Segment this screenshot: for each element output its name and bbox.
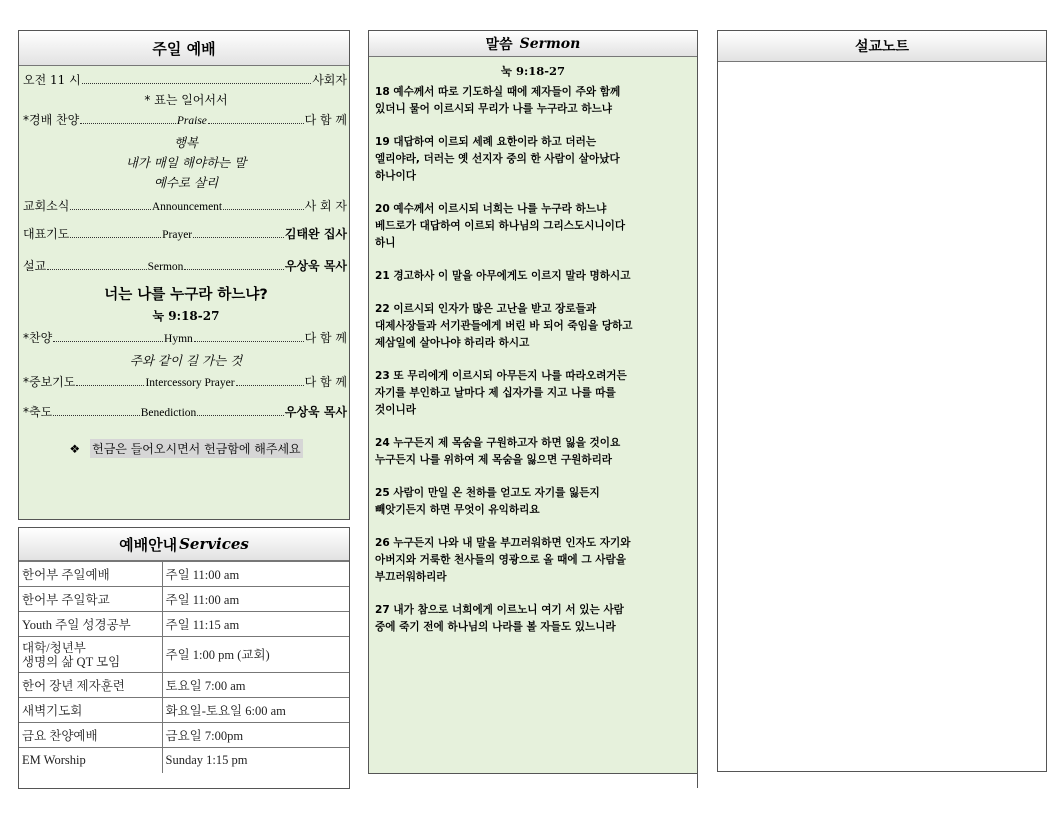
verse-line: 제삼일에 살아나야 하리라 하시고 [375,337,530,349]
benediction-label: *축도 [23,405,53,419]
order-row-intercession [23,373,349,403]
service-time: 화요일-토요일 6:00 am [162,698,349,723]
order-row-announcement [23,197,349,225]
intercession-english: Intercessory Prayer [145,377,235,389]
order-row-praise [23,111,349,133]
scripture-passage [369,57,697,636]
service-name-line: 대학/청년부 [22,640,86,655]
song-title: 내가 매일 해야하는 말 [125,155,247,170]
services-title [19,528,349,561]
order-row-time [23,71,349,91]
praise-label: *경배 찬양 [23,113,80,127]
sermon-label: 설교 [23,259,47,273]
service-name: 새벽기도회 [19,698,162,723]
service-time: 주일 11:15 am [162,612,349,637]
verse-line: 아버지와 거룩한 천사들의 영광으로 올 때에 그 사람을 [375,554,626,566]
scripture-verse [375,201,691,252]
sermon-reference: 눅 9:18-27 [152,309,220,323]
sermon-panel [368,30,698,774]
verse-line: 것이니라 [375,404,416,416]
divider-tick [697,774,698,788]
service-time: 오전 11 시 [23,73,81,87]
verse-line: 18 예수께서 따로 기도하실 때에 제자들이 주와 함께 [375,86,621,98]
scripture-verse [375,535,691,586]
announcement-english: Announcement [151,201,223,213]
song-title: 예수로 살리 [153,175,219,190]
services-table [19,561,349,773]
song-title: 행복 [173,135,199,150]
table-row [19,748,349,773]
hymn-leader: 다 함 께 [304,331,347,345]
table-row [19,698,349,723]
benediction-pastor: 우상욱 목사 [284,405,347,419]
prayer-label: 대표기도 [23,227,70,241]
service-name: 한어부 주일학교 [19,587,162,612]
verse-line: 부끄러워하리라 [375,571,447,583]
verse-line: 23 또 무리에게 이르시되 아무든지 나를 따라오려거든 [375,370,627,382]
verse-line: 24 누구든지 제 목숨을 구원하고자 하면 잃을 것이요 [375,437,621,449]
scripture-reference: 눅 9:18-27 [500,64,566,78]
sermon-title-english: Sermon [519,35,581,52]
table-row [19,587,349,612]
table-row [19,637,349,673]
verse-line: 빼앗기든지 하면 무엇이 유익하리요 [375,504,540,516]
verse-line: 20 예수께서 이르시되 너희는 나를 누구라 하느냐 [375,203,607,215]
verse-line: 25 사람이 만일 온 천하를 얻고도 자기를 잃든지 [375,487,600,499]
service-name-line: 생명의 삶 QT 모임 [22,654,121,669]
service-time: 주일 11:00 am [162,587,349,612]
verse-line: 하나이다 [375,170,416,182]
intercession-leader: 다 함 께 [304,375,347,389]
verse-line: 22 이르시되 인자가 많은 고난을 받고 장로들과 [375,303,597,315]
service-time: 금요일 7:00pm [162,723,349,748]
services-title-korean: 예배안내 [119,535,178,554]
verse-line: 있더니 물어 이르시되 무리가 나를 누구라고 하느냐 [375,103,613,115]
service-time: 주일 11:00 am [162,562,349,587]
sermon-english: Sermon [147,261,184,273]
verse-line: 26 누구든지 나와 내 말을 부끄러워하면 인자도 자기와 [375,537,631,549]
benediction-english: Benediction [140,407,197,419]
sermon-panel-title [369,31,697,57]
notes-writing-area[interactable] [718,62,1046,772]
sermon-preacher: 우상욱 목사 [284,259,348,273]
service-name: 한어 장년 제자훈련 [19,673,162,698]
hymn-english: Hymn [164,333,193,345]
verse-line: 엘리야라, 더러는 옛 선지자 중의 한 사람이 살아났다 [375,153,620,165]
stand-note: * 표는 일어서서 [144,93,228,107]
worship-order-panel [18,30,350,520]
service-name: EM Worship [19,748,162,773]
sermon-notes-panel [717,30,1047,772]
intercession-label: *중보기도 [23,375,76,389]
service-name [19,637,162,673]
announcement-leader: 사 회 자 [304,199,348,213]
worship-order-body [19,66,349,458]
verse-line: 19 대답하여 이르되 세례 요한이라 하고 더러는 [375,136,597,148]
scripture-verse [375,368,691,419]
order-row-benediction [23,403,349,433]
service-time: 주일 1:00 pm (교회) [162,637,349,673]
service-name: 금요 찬양예배 [19,723,162,748]
sermon-title: 너는 나를 누구라 하느냐? [104,287,268,303]
verse-line: 대제사장들과 서기관들에게 버린 바 되어 죽임을 당하고 [375,320,633,332]
scripture-verse [375,435,691,469]
hymn-title: 주와 같이 길 가는 것 [129,353,243,368]
scripture-verse [375,602,691,636]
table-row [19,612,349,637]
praise-english: Praise [176,115,207,127]
scripture-verse [375,485,691,519]
scripture-verse [375,84,691,118]
verse-line: 하니 [375,237,396,249]
diamond-bullet-icon: ❖ [69,441,81,456]
scripture-verse [375,134,691,185]
verse-line: 중에 죽기 전에 하나님의 나라를 볼 자들도 있느니라 [375,621,616,633]
service-time: 토요일 7:00 am [162,673,349,698]
verse-line: 21 경고하사 이 말을 아무에게도 이르지 말라 명하시고 [375,270,631,282]
sermon-title-korean: 말씀 [485,36,513,53]
presider-label: 사회자 [312,73,347,87]
order-row-hymn [23,329,349,351]
table-row [19,723,349,748]
prayer-leader: 김태완 집사 [284,227,347,241]
service-time: Sunday 1:15 pm [162,748,349,773]
verse-line: 자기를 부인하고 날마다 제 십자가를 지고 나를 따를 [375,387,616,399]
services-title-english: Services [179,535,249,553]
verse-line: 누구든지 나를 위하여 제 목숨을 잃으면 구원하리라 [375,454,613,466]
service-name: Youth 주일 성경공부 [19,612,162,637]
order-row-sermon [23,257,349,283]
announcement-label: 교회소식 [23,199,70,213]
services-panel [18,527,350,789]
praise-leader: 다 함 께 [304,113,347,127]
prayer-english: Prayer [162,229,193,241]
table-row [19,562,349,587]
order-row-prayer [23,225,349,257]
hymn-label: *찬양 [23,331,53,345]
service-name: 한어부 주일예배 [19,562,162,587]
scripture-verse [375,268,691,285]
verse-line: 27 내가 참으로 너희에게 이르노니 여기 서 있는 사람 [375,604,624,616]
scripture-verse [375,301,691,352]
offering-notice-text: 헌금은 들어오시면서 헌금함에 해주세요 [90,439,303,458]
verse-line: 베드로가 대답하여 이르되 하나님의 그리스도시니이다 [375,220,626,232]
offering-notice [23,439,349,458]
sermon-notes-title: 설교노트 [718,31,1046,62]
table-row [19,673,349,698]
worship-order-title: 주일 예배 [19,31,349,66]
